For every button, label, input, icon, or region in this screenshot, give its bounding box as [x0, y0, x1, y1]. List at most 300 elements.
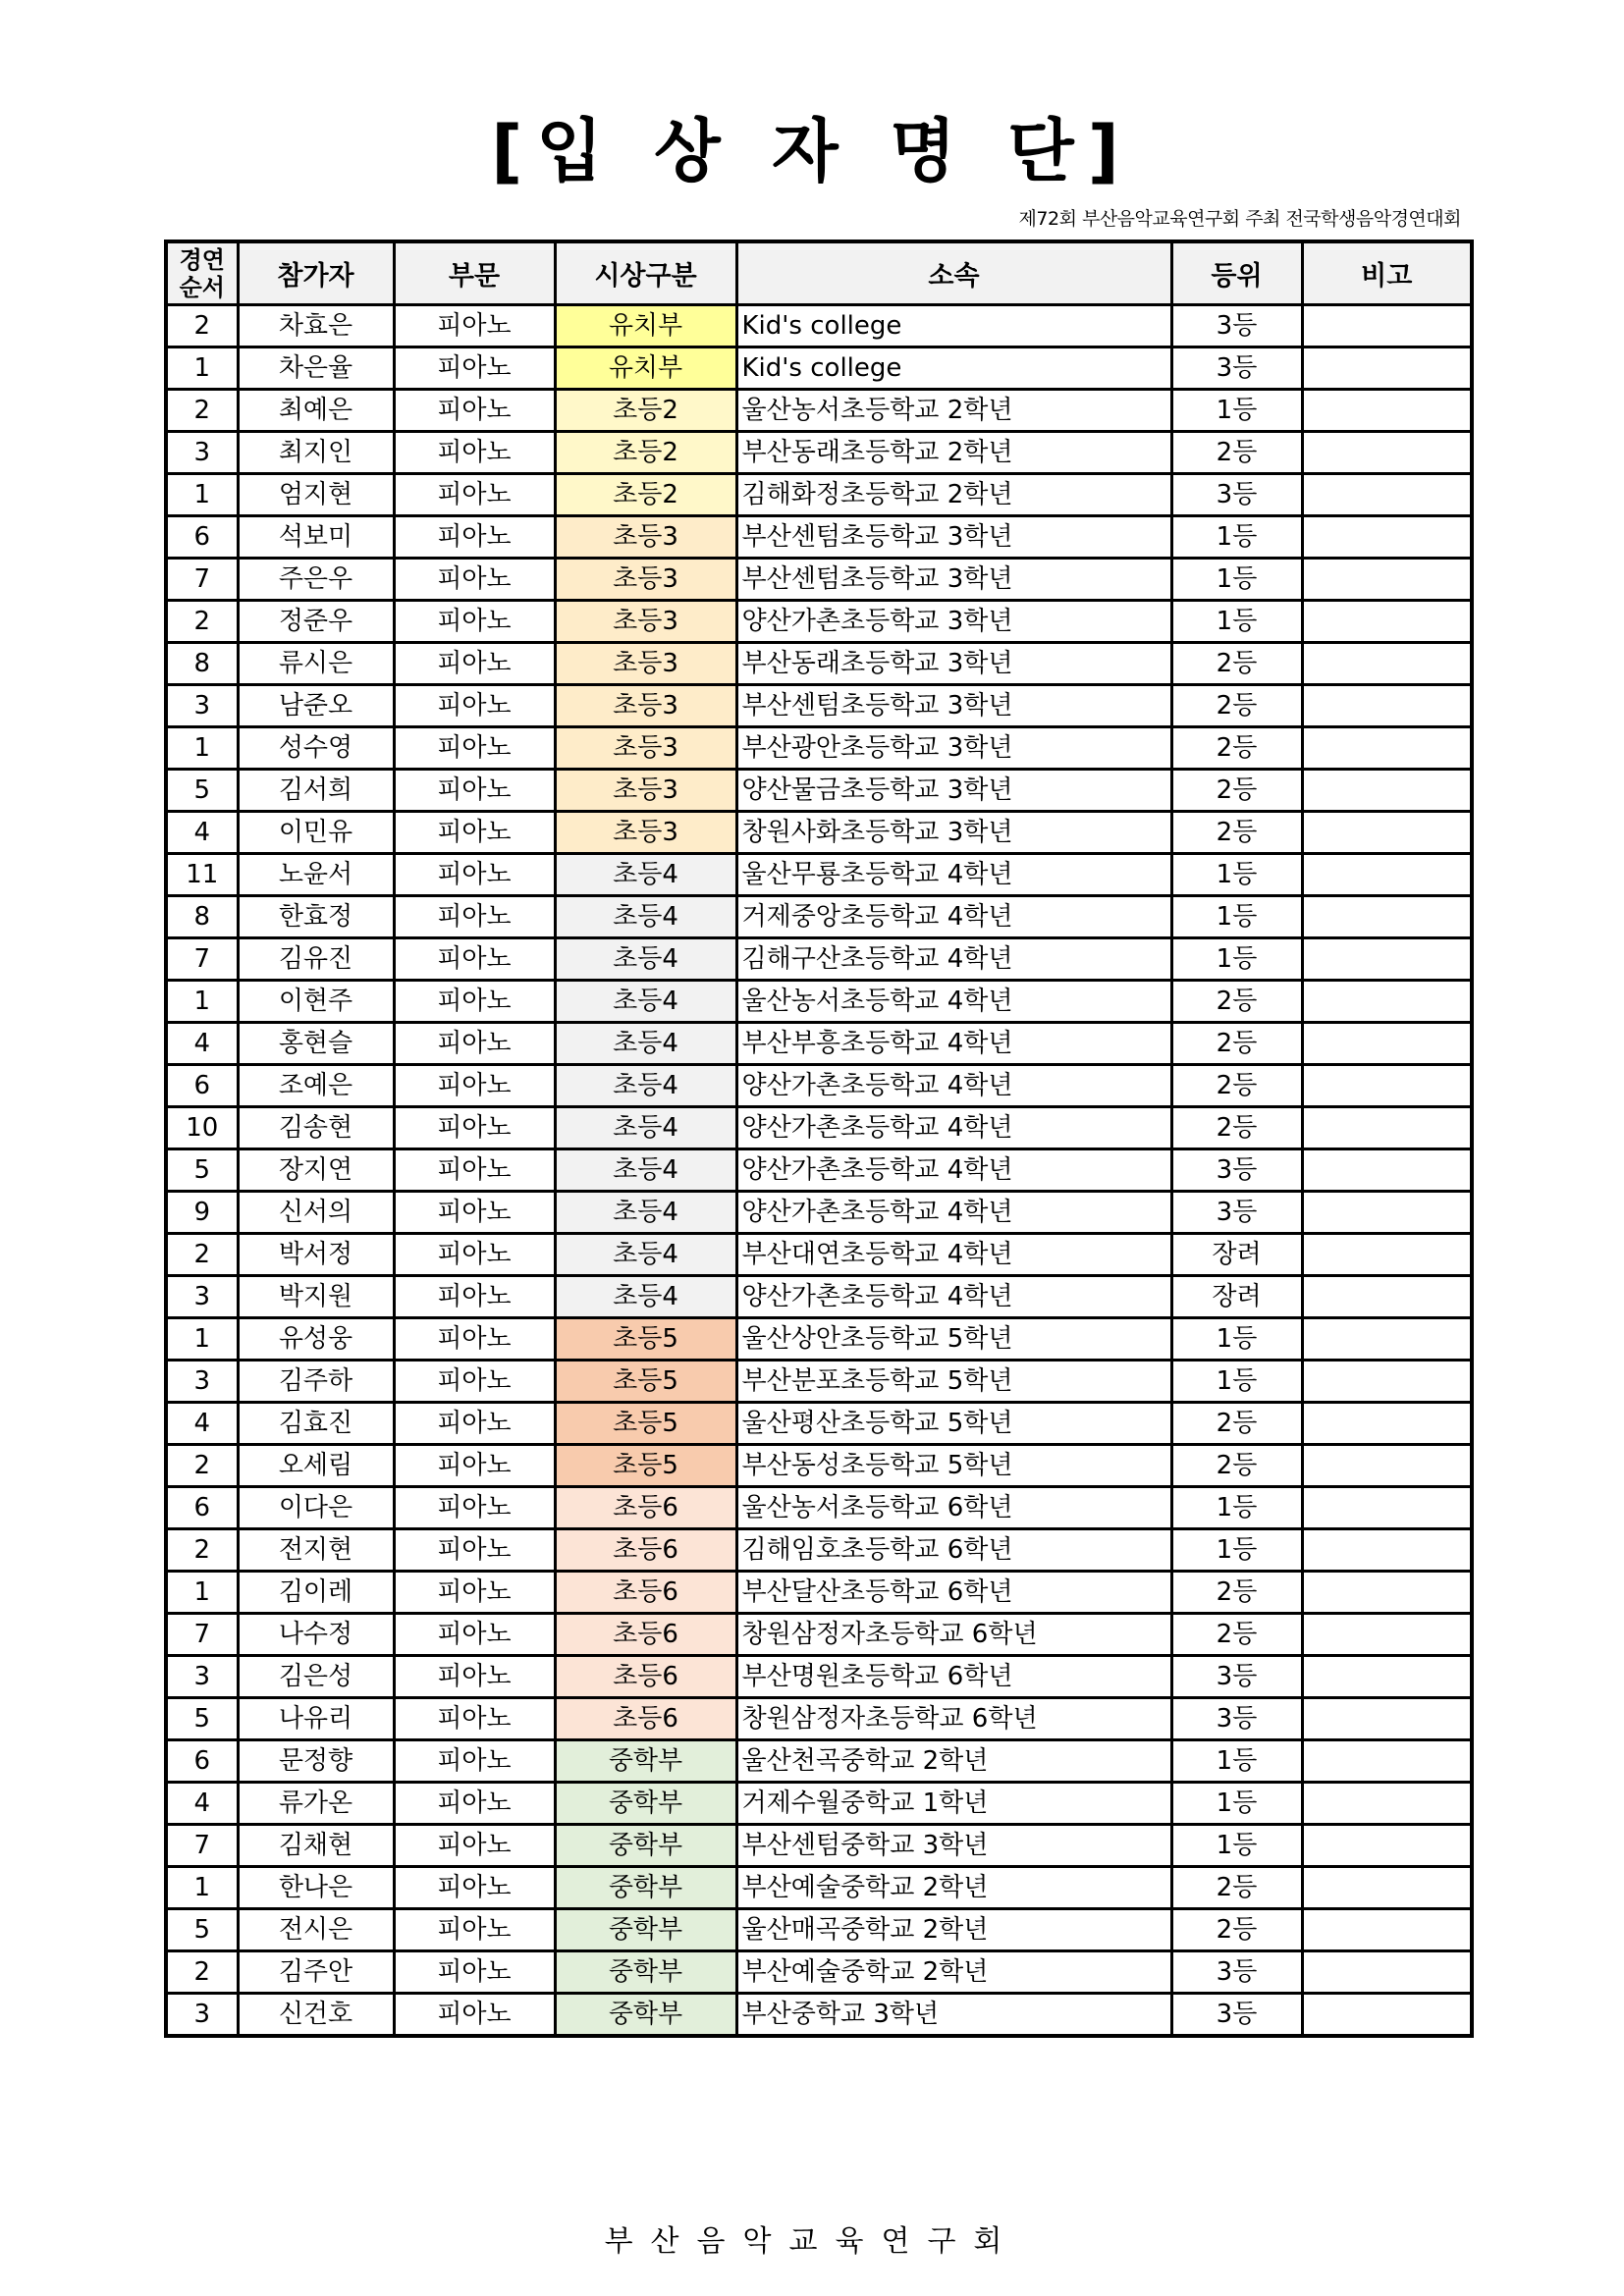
table-row	[166, 1065, 1472, 1107]
cell-section: 피아노	[394, 854, 555, 896]
cell-award-category: 초등3	[555, 727, 736, 770]
cell-affiliation: 거제중앙초등학교 4학년	[736, 896, 1171, 938]
cell-affiliation: 부산부흥초등학교 4학년	[736, 1023, 1171, 1065]
cell-rank: 3등	[1171, 347, 1302, 390]
cell-order: 3	[166, 1656, 238, 1698]
table-body	[166, 305, 1472, 2037]
cell-remarks	[1302, 1192, 1472, 1234]
cell-participant: 홍현슬	[238, 1023, 394, 1065]
cell-order: 5	[166, 1698, 238, 1740]
cell-order: 7	[166, 938, 238, 981]
cell-section: 피아노	[394, 1361, 555, 1403]
cell-remarks	[1302, 1529, 1472, 1572]
cell-participant: 박서정	[238, 1234, 394, 1276]
cell-rank: 2등	[1171, 643, 1302, 685]
table-row	[166, 1825, 1472, 1867]
cell-order: 3	[166, 1361, 238, 1403]
cell-order: 1	[166, 727, 238, 770]
cell-remarks	[1302, 1107, 1472, 1149]
cell-remarks	[1302, 1825, 1472, 1867]
cell-remarks	[1302, 812, 1472, 854]
cell-affiliation: Kid's college	[736, 347, 1171, 390]
cell-remarks	[1302, 516, 1472, 559]
cell-award-category: 중학부	[555, 1951, 736, 1994]
cell-award-category: 초등3	[555, 770, 736, 812]
cell-remarks	[1302, 981, 1472, 1023]
table-row	[166, 559, 1472, 601]
cell-section: 피아노	[394, 812, 555, 854]
cell-affiliation: 창원사화초등학교 3학년	[736, 812, 1171, 854]
cell-order: 1	[166, 474, 238, 516]
cell-order: 2	[166, 1445, 238, 1487]
cell-remarks	[1302, 559, 1472, 601]
cell-order: 2	[166, 1529, 238, 1572]
cell-rank: 1등	[1171, 896, 1302, 938]
cell-award-category: 초등3	[555, 685, 736, 727]
header-remarks: 비고	[1302, 241, 1472, 305]
cell-award-category: 초등6	[555, 1614, 736, 1656]
cell-order: 8	[166, 643, 238, 685]
cell-order: 5	[166, 1149, 238, 1192]
table-row	[166, 685, 1472, 727]
cell-order: 1	[166, 1318, 238, 1361]
cell-participant: 유성웅	[238, 1318, 394, 1361]
table-row	[166, 1572, 1472, 1614]
cell-participant: 최예은	[238, 390, 394, 432]
cell-rank: 1등	[1171, 1783, 1302, 1825]
cell-section: 피아노	[394, 559, 555, 601]
cell-participant: 김은성	[238, 1656, 394, 1698]
cell-order: 8	[166, 896, 238, 938]
cell-affiliation: 부산분포초등학교 5학년	[736, 1361, 1171, 1403]
contest-subtitle: 제72회 부산음악교육연구회 주최 전국학생음악경연대회	[1018, 208, 1461, 230]
cell-award-category: 초등5	[555, 1361, 736, 1403]
cell-section: 피아노	[394, 1192, 555, 1234]
cell-award-category: 초등4	[555, 1107, 736, 1149]
cell-order: 6	[166, 1740, 238, 1783]
cell-participant: 나수정	[238, 1614, 394, 1656]
cell-order: 7	[166, 1825, 238, 1867]
cell-order: 4	[166, 1783, 238, 1825]
cell-participant: 한나은	[238, 1867, 394, 1909]
cell-affiliation: 부산중학교 3학년	[736, 1994, 1171, 2037]
cell-section: 피아노	[394, 1445, 555, 1487]
cell-order: 3	[166, 1994, 238, 2037]
cell-section: 피아노	[394, 1867, 555, 1909]
cell-participant: 나유리	[238, 1698, 394, 1740]
table-row	[166, 516, 1472, 559]
cell-remarks	[1302, 474, 1472, 516]
cell-affiliation: 창원삼정자초등학교 6학년	[736, 1698, 1171, 1740]
cell-rank: 2등	[1171, 685, 1302, 727]
cell-section: 피아노	[394, 1656, 555, 1698]
cell-rank: 2등	[1171, 1445, 1302, 1487]
cell-affiliation: 거제수월중학교 1학년	[736, 1783, 1171, 1825]
cell-rank: 2등	[1171, 1023, 1302, 1065]
cell-award-category: 초등4	[555, 1192, 736, 1234]
cell-participant: 김주하	[238, 1361, 394, 1403]
cell-award-category: 초등4	[555, 896, 736, 938]
cell-section: 피아노	[394, 1234, 555, 1276]
cell-section: 피아노	[394, 1149, 555, 1192]
table-row	[166, 1234, 1472, 1276]
cell-participant: 전시은	[238, 1909, 394, 1951]
cell-award-category: 초등4	[555, 1065, 736, 1107]
cell-award-category: 초등2	[555, 432, 736, 474]
cell-award-category: 유치부	[555, 347, 736, 390]
cell-affiliation: 부산동래초등학교 2학년	[736, 432, 1171, 474]
cell-award-category: 초등6	[555, 1572, 736, 1614]
cell-award-category: 초등6	[555, 1529, 736, 1572]
cell-affiliation: 부산예술중학교 2학년	[736, 1951, 1171, 1994]
cell-participant: 노윤서	[238, 854, 394, 896]
table-row	[166, 1487, 1472, 1529]
cell-remarks	[1302, 1445, 1472, 1487]
cell-affiliation: 부산동래초등학교 3학년	[736, 643, 1171, 685]
table-row	[166, 432, 1472, 474]
table-row	[166, 1740, 1472, 1783]
cell-remarks	[1302, 1867, 1472, 1909]
cell-participant: 차효은	[238, 305, 394, 347]
cell-rank: 1등	[1171, 1487, 1302, 1529]
cell-section: 피아노	[394, 727, 555, 770]
table-row	[166, 1276, 1472, 1318]
cell-award-category: 초등2	[555, 390, 736, 432]
cell-remarks	[1302, 1361, 1472, 1403]
cell-section: 피아노	[394, 896, 555, 938]
cell-section: 피아노	[394, 474, 555, 516]
cell-remarks	[1302, 390, 1472, 432]
cell-rank: 3등	[1171, 474, 1302, 516]
cell-remarks	[1302, 938, 1472, 981]
header-order-line2: 순서	[179, 273, 225, 301]
cell-rank: 2등	[1171, 812, 1302, 854]
table-row	[166, 812, 1472, 854]
cell-award-category: 중학부	[555, 1909, 736, 1951]
cell-order: 4	[166, 1403, 238, 1445]
cell-remarks	[1302, 1318, 1472, 1361]
cell-affiliation: 울산매곡중학교 2학년	[736, 1909, 1171, 1951]
cell-remarks	[1302, 1614, 1472, 1656]
cell-affiliation: 부산센텀중학교 3학년	[736, 1825, 1171, 1867]
header-affiliation: 소속	[736, 241, 1171, 305]
cell-affiliation: 양산가촌초등학교 4학년	[736, 1065, 1171, 1107]
cell-affiliation: 김해구산초등학교 4학년	[736, 938, 1171, 981]
cell-participant: 조예은	[238, 1065, 394, 1107]
table-row	[166, 981, 1472, 1023]
cell-remarks	[1302, 1487, 1472, 1529]
cell-affiliation: 부산동성초등학교 5학년	[736, 1445, 1171, 1487]
cell-participant: 장지연	[238, 1149, 394, 1192]
cell-rank: 1등	[1171, 1529, 1302, 1572]
cell-order: 10	[166, 1107, 238, 1149]
header-section: 부문	[394, 241, 555, 305]
cell-section: 피아노	[394, 601, 555, 643]
cell-affiliation: 울산평산초등학교 5학년	[736, 1403, 1171, 1445]
cell-award-category: 초등5	[555, 1403, 736, 1445]
cell-participant: 이현주	[238, 981, 394, 1023]
table-row	[166, 390, 1472, 432]
cell-order: 4	[166, 1023, 238, 1065]
cell-award-category: 유치부	[555, 305, 736, 347]
cell-section: 피아노	[394, 390, 555, 432]
cell-participant: 전지현	[238, 1529, 394, 1572]
table-row	[166, 601, 1472, 643]
cell-order: 11	[166, 854, 238, 896]
cell-participant: 신건호	[238, 1994, 394, 2037]
cell-order: 1	[166, 347, 238, 390]
cell-participant: 신서의	[238, 1192, 394, 1234]
cell-rank: 2등	[1171, 432, 1302, 474]
cell-order: 5	[166, 1909, 238, 1951]
cell-rank: 1등	[1171, 516, 1302, 559]
cell-affiliation: 울산천곡중학교 2학년	[736, 1740, 1171, 1783]
cell-award-category: 중학부	[555, 1783, 736, 1825]
cell-order: 1	[166, 981, 238, 1023]
header-order	[166, 241, 238, 305]
cell-remarks	[1302, 1951, 1472, 1994]
cell-participant: 최지인	[238, 432, 394, 474]
table-row	[166, 1994, 1472, 2037]
cell-section: 피아노	[394, 643, 555, 685]
cell-remarks	[1302, 601, 1472, 643]
cell-affiliation: 양산물금초등학교 3학년	[736, 770, 1171, 812]
table-row	[166, 1614, 1472, 1656]
table-row	[166, 305, 1472, 347]
cell-participant: 오세림	[238, 1445, 394, 1487]
cell-rank: 1등	[1171, 390, 1302, 432]
table-row	[166, 1107, 1472, 1149]
footer-organization: 부산음악교육연구회	[604, 2224, 1020, 2259]
table-row	[166, 347, 1472, 390]
cell-participant: 김주안	[238, 1951, 394, 1994]
cell-affiliation: 부산예술중학교 2학년	[736, 1867, 1171, 1909]
cell-rank: 3등	[1171, 1192, 1302, 1234]
cell-participant: 김유진	[238, 938, 394, 981]
header-award-category: 시상구분	[555, 241, 736, 305]
cell-affiliation: 김해임호초등학교 6학년	[736, 1529, 1171, 1572]
cell-participant: 김송현	[238, 1107, 394, 1149]
cell-remarks	[1302, 727, 1472, 770]
cell-participant: 성수영	[238, 727, 394, 770]
cell-section: 피아노	[394, 1023, 555, 1065]
cell-remarks	[1302, 432, 1472, 474]
cell-remarks	[1302, 1572, 1472, 1614]
cell-award-category: 초등3	[555, 559, 736, 601]
cell-section: 피아노	[394, 1698, 555, 1740]
cell-participant: 김효진	[238, 1403, 394, 1445]
cell-order: 6	[166, 1065, 238, 1107]
cell-rank: 1등	[1171, 1361, 1302, 1403]
cell-award-category: 초등6	[555, 1698, 736, 1740]
cell-remarks	[1302, 305, 1472, 347]
cell-affiliation: 울산무룡초등학교 4학년	[736, 854, 1171, 896]
cell-participant: 류시은	[238, 643, 394, 685]
cell-award-category: 초등3	[555, 516, 736, 559]
cell-participant: 김서희	[238, 770, 394, 812]
cell-remarks	[1302, 1994, 1472, 2037]
cell-section: 피아노	[394, 770, 555, 812]
cell-section: 피아노	[394, 1529, 555, 1572]
cell-section: 피아노	[394, 1065, 555, 1107]
cell-award-category: 초등3	[555, 643, 736, 685]
cell-rank: 2등	[1171, 1065, 1302, 1107]
cell-affiliation: 부산달산초등학교 6학년	[736, 1572, 1171, 1614]
cell-affiliation: 부산센텀초등학교 3학년	[736, 559, 1171, 601]
cell-remarks	[1302, 1276, 1472, 1318]
cell-remarks	[1302, 1065, 1472, 1107]
cell-remarks	[1302, 1698, 1472, 1740]
table-row	[166, 1867, 1472, 1909]
cell-rank: 3등	[1171, 1951, 1302, 1994]
header-participant: 참가자	[238, 241, 394, 305]
cell-participant: 김채현	[238, 1825, 394, 1867]
cell-section: 피아노	[394, 981, 555, 1023]
cell-affiliation: 울산농서초등학교 6학년	[736, 1487, 1171, 1529]
cell-affiliation: 부산명원초등학교 6학년	[736, 1656, 1171, 1698]
cell-rank: 2등	[1171, 1403, 1302, 1445]
cell-affiliation: 울산농서초등학교 4학년	[736, 981, 1171, 1023]
cell-section: 피아노	[394, 432, 555, 474]
table-row	[166, 1318, 1472, 1361]
cell-remarks	[1302, 1403, 1472, 1445]
cell-section: 피아노	[394, 1572, 555, 1614]
cell-rank: 2등	[1171, 727, 1302, 770]
cell-participant: 박지원	[238, 1276, 394, 1318]
cell-award-category: 초등5	[555, 1445, 736, 1487]
cell-order: 3	[166, 432, 238, 474]
cell-affiliation: 울산상안초등학교 5학년	[736, 1318, 1171, 1361]
cell-award-category: 중학부	[555, 1740, 736, 1783]
cell-section: 피아노	[394, 1614, 555, 1656]
table-header-row	[166, 241, 1472, 305]
cell-order: 5	[166, 770, 238, 812]
cell-award-category: 초등6	[555, 1487, 736, 1529]
cell-rank: 2등	[1171, 1867, 1302, 1909]
cell-participant: 엄지현	[238, 474, 394, 516]
cell-remarks	[1302, 896, 1472, 938]
cell-award-category: 초등6	[555, 1656, 736, 1698]
cell-section: 피아노	[394, 1276, 555, 1318]
cell-award-category: 초등4	[555, 1276, 736, 1318]
cell-section: 피아노	[394, 1825, 555, 1867]
cell-rank: 1등	[1171, 854, 1302, 896]
cell-section: 피아노	[394, 1951, 555, 1994]
cell-order: 7	[166, 1614, 238, 1656]
table-row	[166, 474, 1472, 516]
table-row	[166, 1023, 1472, 1065]
cell-section: 피아노	[394, 305, 555, 347]
table-row	[166, 643, 1472, 685]
table-row	[166, 1149, 1472, 1192]
cell-order: 6	[166, 1487, 238, 1529]
cell-order: 6	[166, 516, 238, 559]
cell-affiliation: Kid's college	[736, 305, 1171, 347]
page-title: [입 상 자 명 단]	[491, 111, 1133, 191]
cell-affiliation: 양산가촌초등학교 4학년	[736, 1192, 1171, 1234]
cell-participant: 류가온	[238, 1783, 394, 1825]
cell-participant: 석보미	[238, 516, 394, 559]
cell-section: 피아노	[394, 1487, 555, 1529]
cell-order: 4	[166, 812, 238, 854]
cell-section: 피아노	[394, 1909, 555, 1951]
cell-award-category: 초등4	[555, 1149, 736, 1192]
cell-participant: 이다은	[238, 1487, 394, 1529]
table-row	[166, 1698, 1472, 1740]
header-order-line1: 경연	[179, 245, 225, 274]
cell-affiliation: 부산광안초등학교 3학년	[736, 727, 1171, 770]
cell-section: 피아노	[394, 685, 555, 727]
cell-participant: 이민유	[238, 812, 394, 854]
cell-section: 피아노	[394, 938, 555, 981]
cell-rank: 1등	[1171, 601, 1302, 643]
table-row	[166, 1403, 1472, 1445]
cell-remarks	[1302, 1023, 1472, 1065]
cell-order: 2	[166, 390, 238, 432]
table-row	[166, 896, 1472, 938]
cell-remarks	[1302, 1149, 1472, 1192]
cell-affiliation: 양산가촌초등학교 4학년	[736, 1149, 1171, 1192]
cell-rank: 1등	[1171, 938, 1302, 981]
cell-rank: 2등	[1171, 981, 1302, 1023]
cell-affiliation: 부산센텀초등학교 3학년	[736, 685, 1171, 727]
header-rank: 등위	[1171, 241, 1302, 305]
cell-section: 피아노	[394, 347, 555, 390]
cell-order: 3	[166, 685, 238, 727]
cell-affiliation: 양산가촌초등학교 4학년	[736, 1276, 1171, 1318]
table-row	[166, 727, 1472, 770]
table-row	[166, 1192, 1472, 1234]
cell-order: 9	[166, 1192, 238, 1234]
cell-award-category: 초등4	[555, 854, 736, 896]
cell-remarks	[1302, 1909, 1472, 1951]
cell-award-category: 초등4	[555, 1234, 736, 1276]
cell-order: 2	[166, 601, 238, 643]
winners-table	[164, 240, 1474, 2038]
cell-participant: 주은우	[238, 559, 394, 601]
cell-affiliation: 창원삼정자초등학교 6학년	[736, 1614, 1171, 1656]
cell-award-category: 초등4	[555, 1023, 736, 1065]
table-row	[166, 770, 1472, 812]
table-row	[166, 854, 1472, 896]
cell-participant: 남준오	[238, 685, 394, 727]
cell-rank: 1등	[1171, 559, 1302, 601]
table-row	[166, 1951, 1472, 1994]
cell-section: 피아노	[394, 1318, 555, 1361]
table-row	[166, 1445, 1472, 1487]
cell-remarks	[1302, 643, 1472, 685]
table-row	[166, 938, 1472, 981]
cell-section: 피아노	[394, 1740, 555, 1783]
cell-award-category: 초등2	[555, 474, 736, 516]
cell-participant: 정준우	[238, 601, 394, 643]
cell-affiliation: 김해화정초등학교 2학년	[736, 474, 1171, 516]
cell-order: 2	[166, 1951, 238, 1994]
cell-participant: 한효정	[238, 896, 394, 938]
cell-rank: 2등	[1171, 1107, 1302, 1149]
cell-award-category: 초등4	[555, 938, 736, 981]
cell-affiliation: 부산대연초등학교 4학년	[736, 1234, 1171, 1276]
cell-rank: 2등	[1171, 1614, 1302, 1656]
cell-rank: 1등	[1171, 1825, 1302, 1867]
cell-remarks	[1302, 347, 1472, 390]
cell-remarks	[1302, 1234, 1472, 1276]
cell-affiliation: 부산센텀초등학교 3학년	[736, 516, 1171, 559]
cell-participant: 김이레	[238, 1572, 394, 1614]
cell-rank: 2등	[1171, 1909, 1302, 1951]
cell-order: 2	[166, 305, 238, 347]
cell-rank: 장려	[1171, 1276, 1302, 1318]
